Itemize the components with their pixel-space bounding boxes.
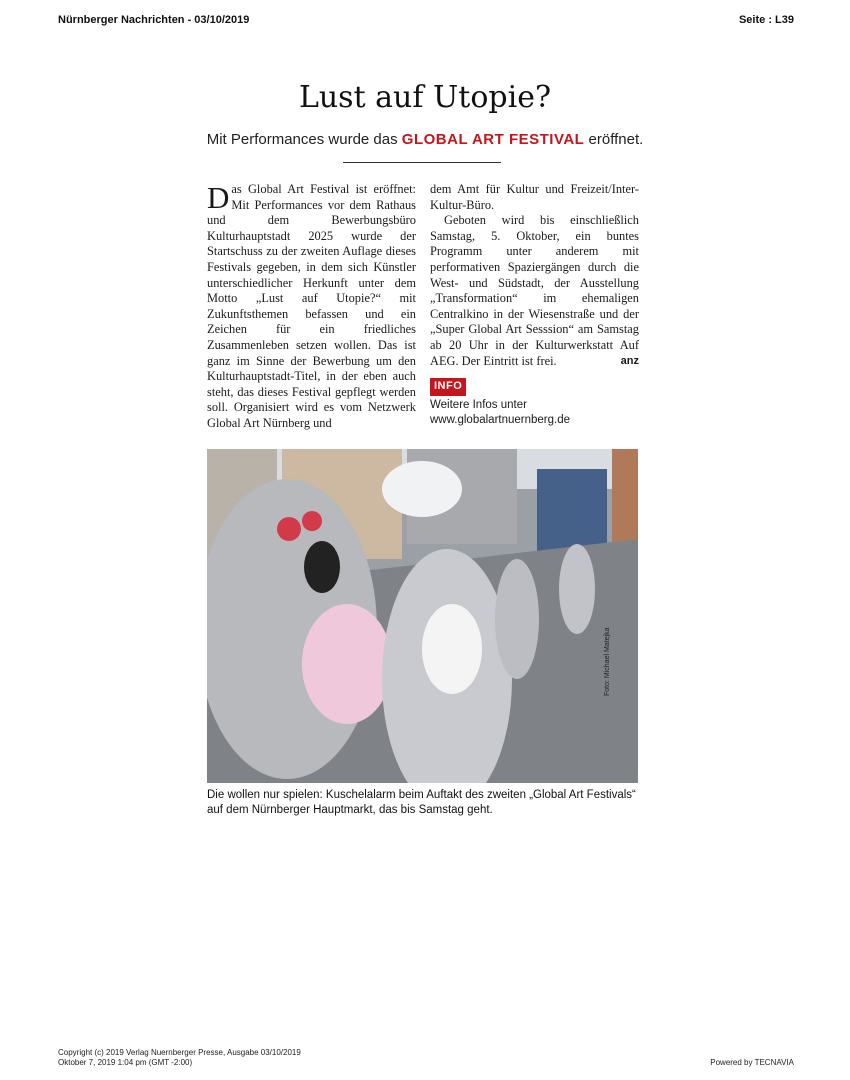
footer-copyright xyxy=(58,1048,301,1068)
article-paragraph-1-continued: dem Amt für Kultur und Freizeit/Inter-Kultur-Büro. xyxy=(430,182,639,212)
article-paragraph-2 xyxy=(430,213,639,369)
info-link-text[interactable]: Weitere Infos unter www.globalartnuernberg.de xyxy=(430,398,571,426)
subheadline-highlight: GLOBAL ART FESTIVAL xyxy=(401,131,585,148)
paragraph-2-text: Geboten wird bis einschließlich Samstag, 5. Oktober, ein buntes Programm unter anderem mit performativen Spaziergängen durch die West- und Südstadt, der Ausstellung „Transformation“ im ehemaligen Centralkino in der Wiesenstraße und der „Super Global Art Sesssion“ am Samstag ab 20 Uhr in der Kulturwerkstatt Auf AEG. Der Eintritt ist frei. xyxy=(430,213,639,368)
paragraph-1-text: as Global Art Festival ist eröffnet: Mit Performances vor dem Rathaus und dem Bewerbungsbüro Kulturhauptstadt 2025 wurde der Startschuss zu der zweiten Auflage dieses Festivals gegeben, in dem sich Künstler unterschiedlicher Herkunft unter dem Motto „Lust auf Utopie?“ mit Zukunftsthemen befassen und ein Zeichen für ein friedliches Zusammenleben setzen wollen. Das ist ganz im Sinne der Bewerbung um den Kulturhauptstadt-Titel, in der eben auch steht, das dieses Festival gepflegt werden soll. Organisiert wird es vom Netzwerk Global Art Nürnberg und xyxy=(207,182,416,430)
timestamp-line: Oktober 7, 2019 1:04 pm (GMT -2:00) xyxy=(58,1058,193,1067)
article-paragraph-1 xyxy=(207,182,416,432)
info-badge: INFO xyxy=(430,378,466,396)
photo-illustration xyxy=(207,449,638,783)
footer-powered-by: Powered by TECNAVIA xyxy=(710,1058,794,1067)
copyright-line: Copyright (c) 2019 Verlag Nuernberger Presse, Ausgabe 03/10/2019 xyxy=(58,1048,301,1057)
headline-divider xyxy=(343,162,501,163)
article-column-right xyxy=(430,182,639,428)
photo-caption: Die wollen nur spielen: Kuschelalarm beim Auftakt des zweiten „Global Art Festivals“ auf dem Nürnberger Hauptmarkt, das bis Samstag geht. xyxy=(207,789,636,816)
article-photo xyxy=(207,449,638,783)
subheadline-text-after: eröffnet. xyxy=(584,131,644,148)
author-initials: anz xyxy=(620,354,639,367)
headline: Lust auf Utopie? xyxy=(298,80,552,115)
subheadline xyxy=(0,131,850,148)
photo-credit: Foto: Michael Matejka xyxy=(604,627,611,696)
article-column-left xyxy=(207,182,416,432)
subheadline-text-before: Mit Performances wurde das xyxy=(206,131,402,148)
publication-date: Nürnberger Nachrichten - 03/10/2019 xyxy=(58,14,250,26)
drop-cap: D xyxy=(207,180,230,215)
page-number: Seite : L39 xyxy=(738,14,794,26)
